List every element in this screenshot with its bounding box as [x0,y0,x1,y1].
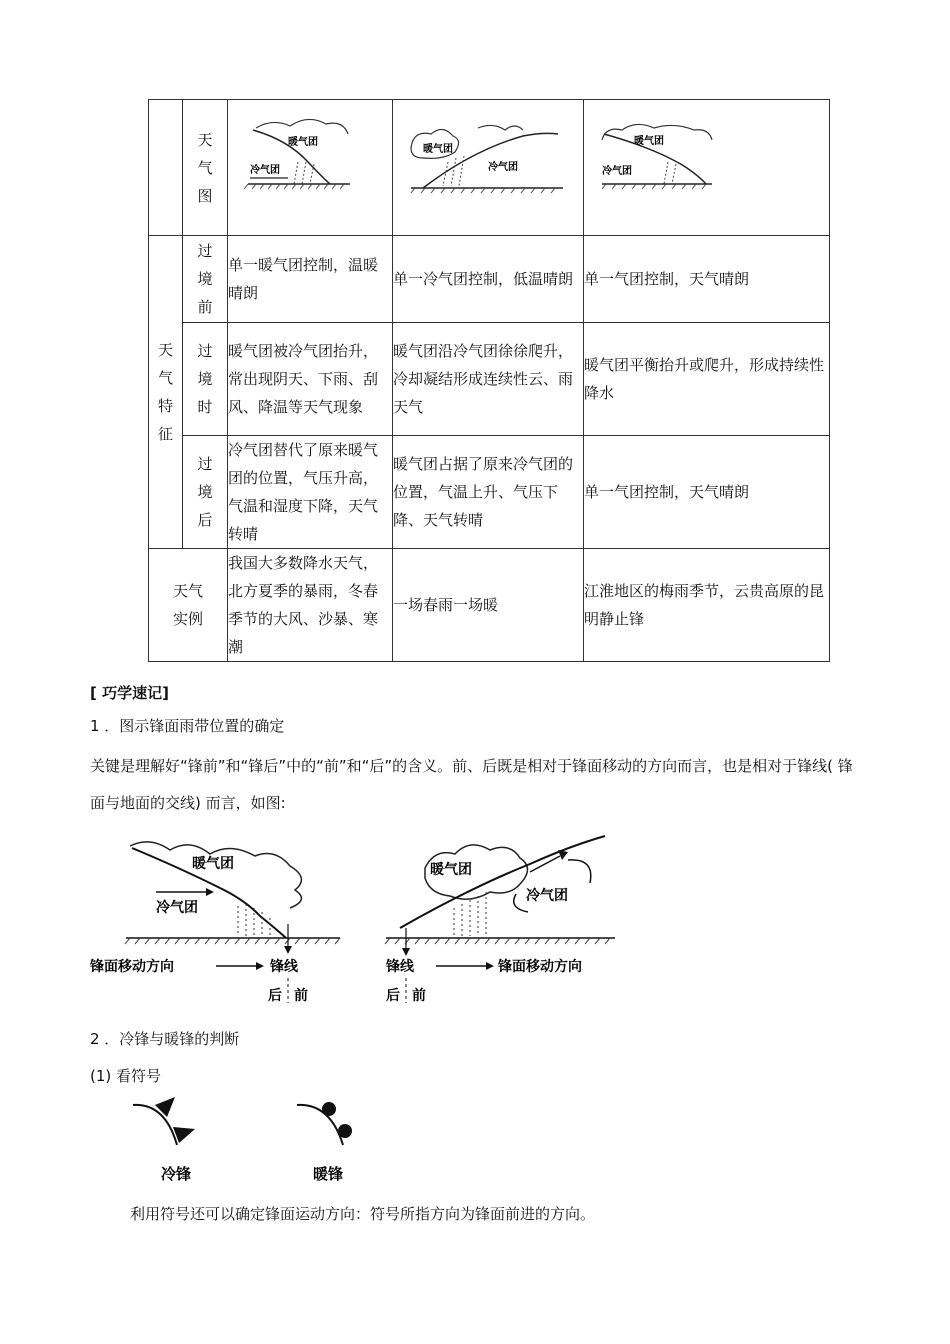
before-stationary-front: 单一气团控制，天气晴朗 [584,236,830,323]
during-cold-front: 暖气团被冷气团抬升，常出现阴天、下雨、刮风、降温等天气现象 [228,323,393,436]
item2-title: 2 ．冷锋与暖锋的判断 [90,1030,240,1048]
cold-front-small-diagram [228,100,393,226]
svg-text:暖气团: 暖气团 [430,862,472,878]
item1-title: 1 ．图示锋面雨带位置的确定 [90,717,285,735]
front-symbols [125,1095,385,1185]
svg-text:暖气团: 暖气团 [423,144,453,155]
during-warm-front: 暖气团沿冷气团徐徐爬升，冷却凝结形成连续性云、雨天气 [393,323,584,436]
svg-text:锋面移动方向: 锋面移动方向 [90,959,174,975]
feature-group-label: 天 气 特 征 [149,236,183,549]
svg-text:暖锋: 暖锋 [313,1165,344,1183]
after-warm-front: 暖气团占据了原来冷气团的位置，气温上升、气压下降、天气转晴 [393,436,584,549]
after-cold-front: 冷气团替代了原来暖气团的位置，气压升高，气温和湿度下降，天气转晴 [228,436,393,549]
cold-front-diagram [90,842,340,1004]
svg-text:冷气团: 冷气团 [488,162,518,173]
svg-text:暖气团: 暖气团 [634,136,664,147]
diagram-cell-2 [393,100,584,236]
svg-text:冷气团: 冷气团 [250,165,280,176]
example-cold-front: 我国大多数降水天气，北方夏季的暴雨，冬春季节的大风、沙暴、寒潮 [228,549,393,662]
cold-front-triangle [155,1097,175,1117]
example-stationary-front: 江淮地区的梅雨季节，云贵高原的昆明静止锋 [584,549,830,662]
svg-text:暖气团: 暖气团 [192,856,234,872]
stationary-front-small-diagram [584,100,830,226]
row-label-before: 过 境 前 [183,236,228,323]
before-warm-front: 单一冷气团控制，低温晴朗 [393,236,584,323]
item2-text: 利用符号还可以确定锋面运动方向：符号所指方向为锋面前进的方向。 [130,1205,596,1223]
warm-front-semicircle [322,1102,336,1116]
svg-text:冷气团: 冷气团 [156,900,198,916]
warm-front-semicircle [338,1124,352,1138]
row-label-after: 过 境 后 [183,436,228,549]
after-stationary-front: 单一气团控制，天气晴朗 [584,436,830,549]
warm-front-small-diagram [393,100,584,226]
svg-text:冷气团: 冷气团 [526,888,568,904]
item1-text: 关键是理解好“锋前”和“锋后”中的“前”和“后”的含义。前、后既是相对于锋面移动的方向而言，也是相对于锋线( 锋面与地面的交线) 而言，如图: [90,757,853,812]
front-comparison-table [148,99,830,662]
diagram-cell-3 [584,100,830,236]
diagram-cell-1 [228,100,393,236]
svg-text:锋线: 锋线 [270,959,298,975]
section-title: [ 巧学速记] [90,684,169,702]
svg-text:冷锋: 冷锋 [161,1165,192,1183]
during-stationary-front: 暖气团平衡抬升或爬升，形成持续性降水 [584,323,830,436]
svg-text:前: 前 [294,988,308,1004]
item2-subtitle: (1) 看符号 [90,1067,162,1085]
svg-text:暖气团: 暖气团 [288,137,318,148]
cold-front-symbol [133,1097,195,1183]
diagram-row-label: 天 气 图 [183,100,228,236]
warm-front-diagram [385,836,615,1004]
svg-text:前: 前 [412,988,426,1004]
before-cold-front: 单一暖气团控制，温暖晴朗 [228,236,393,323]
empty-corner-cell [149,100,183,236]
svg-text:后: 后 [268,988,282,1004]
svg-text:锋线: 锋线 [386,959,414,975]
svg-text:冷气团: 冷气团 [602,166,632,177]
front-rainband-diagram [90,828,630,1008]
warm-front-symbol [297,1102,352,1183]
example-label: 天气 实例 [149,549,228,662]
row-label-during: 过 境 时 [183,323,228,436]
svg-text:后: 后 [386,988,400,1004]
svg-text:锋面移动方向: 锋面移动方向 [498,959,582,975]
example-warm-front: 一场春雨一场暖 [393,549,584,662]
